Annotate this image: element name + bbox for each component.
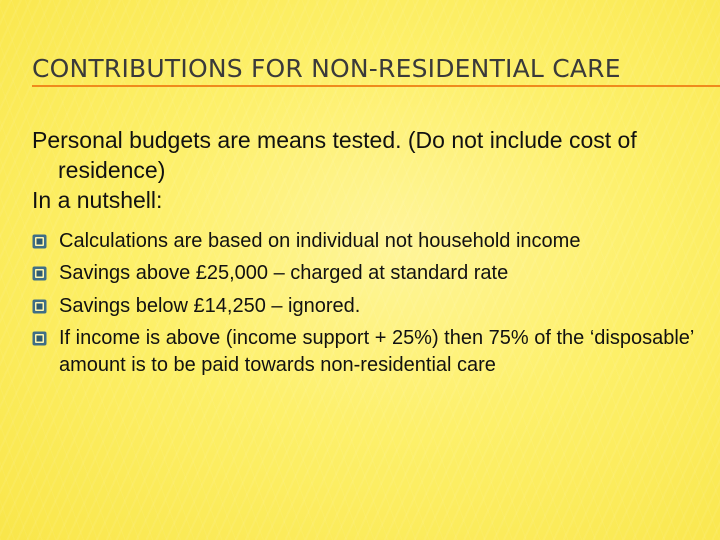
bullet-text: Savings below £14,250 – ignored. bbox=[59, 294, 361, 317]
slide-content bbox=[32, 126, 702, 385]
bullet-item bbox=[32, 260, 702, 287]
intro-paragraph: Personal budgets are means tested. (Do not include cost of residence) bbox=[32, 127, 637, 183]
bullet-item bbox=[32, 228, 702, 255]
bullet-text: Calculations are based on individual not household income bbox=[59, 229, 581, 252]
bullet-item bbox=[32, 325, 702, 378]
checkbox-bullet-icon bbox=[32, 266, 47, 281]
bullet-text: If income is above (income support + 25%) then 75% of the ‘disposable’ amount is to be paid towards non-residential care bbox=[59, 327, 694, 377]
checkbox-bullet-icon bbox=[32, 299, 47, 314]
bullet-text: Savings above £25,000 – charged at standard rate bbox=[59, 262, 509, 285]
bullet-item bbox=[32, 293, 702, 320]
title-underline bbox=[32, 85, 720, 87]
slide-title: CONTRIBUTIONS FOR NON-RESIDENTIAL CARE bbox=[32, 54, 621, 83]
bullet-list bbox=[32, 228, 702, 379]
checkbox-bullet-icon bbox=[32, 234, 47, 249]
checkbox-bullet-icon bbox=[32, 331, 47, 346]
nutshell-label: In a nutshell: bbox=[32, 186, 163, 213]
